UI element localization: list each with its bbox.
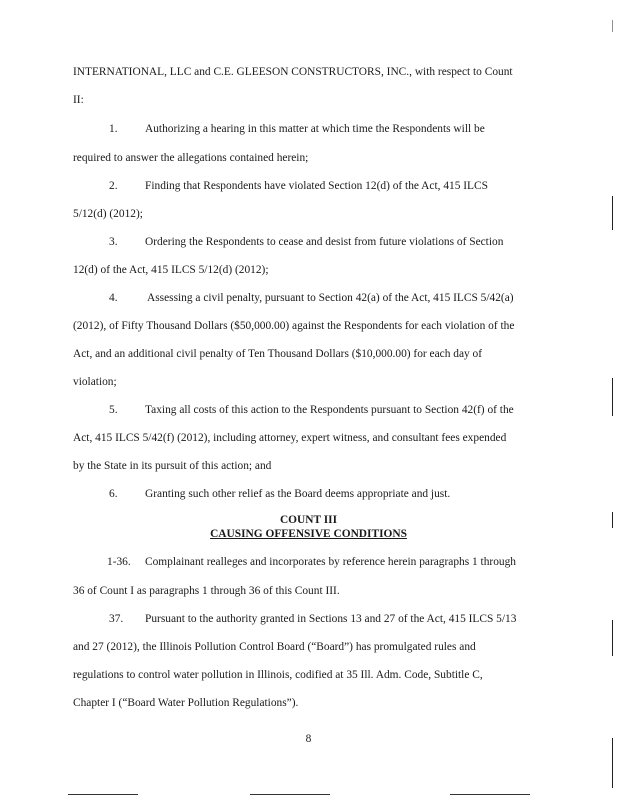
text-line: INTERNATIONAL, LLC and C.E. GLEESON CONSTRUCTORS, INC., with respect to Count — [73, 66, 513, 78]
text-line: and 27 (2012), the Illinois Pollution Control Board (“Board”) has promulgated rules and — [73, 641, 476, 653]
text-line: II: — [73, 94, 84, 106]
paragraph-number: 2. — [109, 180, 118, 192]
text-line: Authorizing a hearing in this matter at which time the Respondents will be — [145, 123, 485, 135]
scan-mark — [612, 378, 613, 416]
paragraph-number: 4. — [109, 292, 118, 304]
scan-mark — [612, 620, 613, 656]
paragraph-number: 1. — [109, 123, 118, 135]
text-line: Pursuant to the authority granted in Sections 13 and 27 of the Act, 415 ILCS 5/13 — [145, 613, 517, 625]
scan-mark — [612, 20, 613, 32]
text-line: 12(d) of the Act, 415 ILCS 5/12(d) (2012); — [73, 264, 269, 276]
footer-rule — [250, 794, 330, 795]
footer-rule — [68, 794, 138, 795]
text-line: Finding that Respondents have violated Section 12(d) of the Act, 415 ILCS — [145, 180, 488, 192]
paragraph-number: 5. — [109, 404, 118, 416]
text-line: required to answer the allegations contained herein; — [73, 152, 309, 164]
paragraph-number: 1-36. — [107, 556, 131, 568]
text-line: violation; — [73, 376, 117, 388]
scan-mark — [612, 196, 613, 230]
text-line: Act, 415 ILCS 5/42(f) (2012), including attorney, expert witness, and consultant fees expended — [73, 432, 507, 444]
page-number: 8 — [305, 733, 312, 745]
text-line: by the State in its pursuit of this action; and — [73, 460, 272, 472]
paragraph-number: 3. — [109, 236, 118, 248]
footer-rule — [450, 794, 530, 795]
text-line: 5/12(d) (2012); — [73, 208, 143, 220]
text-line: (2012), of Fifty Thousand Dollars ($50,000.00) against the Respondents for each violation of the — [73, 320, 515, 332]
paragraph-number: 37. — [109, 613, 124, 625]
scan-mark — [612, 512, 613, 528]
text-line: regulations to control water pollution in Illinois, codified at 35 Ill. Adm. Code, Subtitle C, — [73, 669, 483, 681]
text-line: Chapter I (“Board Water Pollution Regulations”). — [73, 697, 299, 709]
text-line: 36 of Count I as paragraphs 1 through 36 of this Count III. — [73, 585, 340, 597]
text-line: Assessing a civil penalty, pursuant to Section 42(a) of the Act, 415 ILCS 5/42(a) — [147, 292, 514, 304]
text-line: Act, and an additional civil penalty of Ten Thousand Dollars ($10,000.00) for each day of — [73, 348, 483, 360]
text-line: Ordering the Respondents to cease and desist from future violations of Section — [145, 236, 504, 248]
paragraph-number: 6. — [109, 488, 118, 500]
text-line: Complainant realleges and incorporates by reference herein paragraphs 1 through — [145, 556, 516, 568]
text-line: Granting such other relief as the Board deems appropriate and just. — [145, 488, 451, 500]
count-title: COUNT III — [279, 514, 338, 526]
scan-mark — [612, 738, 613, 788]
text-line: Taxing all costs of this action to the Respondents pursuant to Section 42(f) of the — [145, 404, 514, 416]
count-subtitle: CAUSING OFFENSIVE CONDITIONS — [210, 528, 407, 540]
